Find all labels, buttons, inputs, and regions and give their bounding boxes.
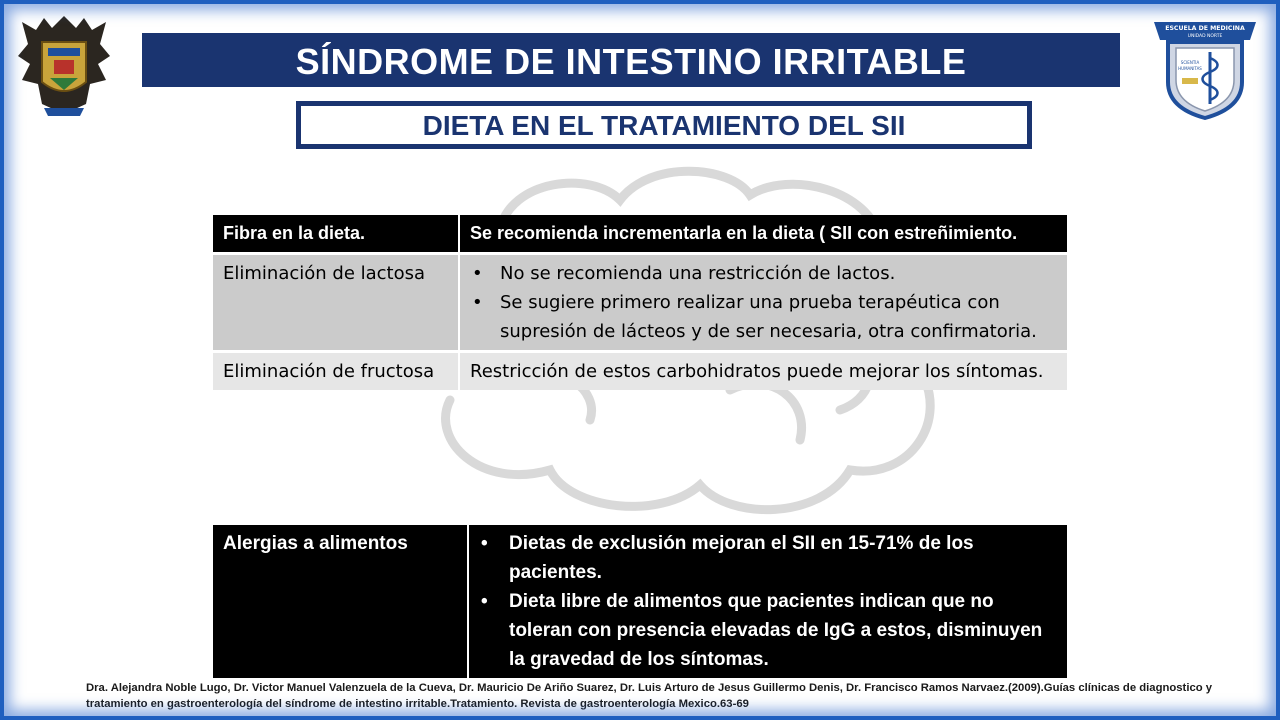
- bullet-list: [479, 529, 1057, 674]
- table-row: [213, 215, 1067, 254]
- row-label: Eliminación de fructosa: [213, 352, 459, 391]
- medical-school-shield-logo: [1150, 12, 1260, 120]
- row-text: Se recomienda incrementarla en la dieta ( SII con estreñimiento.: [459, 215, 1067, 254]
- row-bullets: [459, 254, 1067, 352]
- table-row: [213, 525, 1067, 678]
- page-title: SÍNDROME DE INTESTINO IRRITABLE: [142, 33, 1120, 87]
- row-text: Restricción de estos carbohidratos puede mejorar los síntomas.: [459, 352, 1067, 391]
- list-item: • No se recomienda una restricción de lactos.: [470, 259, 1057, 288]
- table-row: [213, 352, 1067, 391]
- list-item: • Se sugiere primero realizar una prueba terapéutica con supresión de lácteos y de ser necesaria, otra confirmatoria.: [470, 288, 1057, 346]
- table-row: [213, 254, 1067, 352]
- diet-table: [213, 215, 1067, 390]
- list-item: • Dietas de exclusión mejoran el SII en 15-71% de los pacientes.: [479, 529, 1057, 587]
- svg-text:UNIDAD NORTE: UNIDAD NORTE: [1187, 34, 1223, 39]
- svg-text:ESCUELA DE MEDICINA: ESCUELA DE MEDICINA: [1165, 25, 1245, 32]
- row-label: Fibra en la dieta.: [213, 215, 459, 254]
- row-bullets: [468, 525, 1067, 678]
- row-label: Eliminación de lactosa: [213, 254, 459, 352]
- citation-text: Dra. Alejandra Noble Lugo, Dr. Victor Manuel Valenzuela de la Cueva, Dr. Mauricio De Ariño Suarez, Dr. Luis Arturo de Jesus Guillermo Denis, Dr. Francisco Ramos Narvaez.(2009).Guías clínicas de diagnostico y tratamiento en gastroenterología del síndrome de intestino irritable.Tratamiento. Revista de gastroenterología Mexico.63-69: [86, 682, 1213, 710]
- allergy-table: [213, 525, 1067, 678]
- list-item: • Dieta libre de alimentos que pacientes indican que no toleran con presencia elevadas de IgG a estos, disminuyen la gravedad de los síntomas.: [479, 587, 1057, 674]
- bullet-list: [470, 259, 1057, 346]
- university-crest-logo: [14, 14, 114, 118]
- section-subtitle: DIETA EN EL TRATAMIENTO DEL SII: [296, 101, 1032, 149]
- svg-text:HUMANITAS: HUMANITAS: [1178, 66, 1202, 71]
- svg-text:SCIENTIA: SCIENTIA: [1180, 60, 1200, 65]
- row-label: Alergias a alimentos: [213, 525, 468, 678]
